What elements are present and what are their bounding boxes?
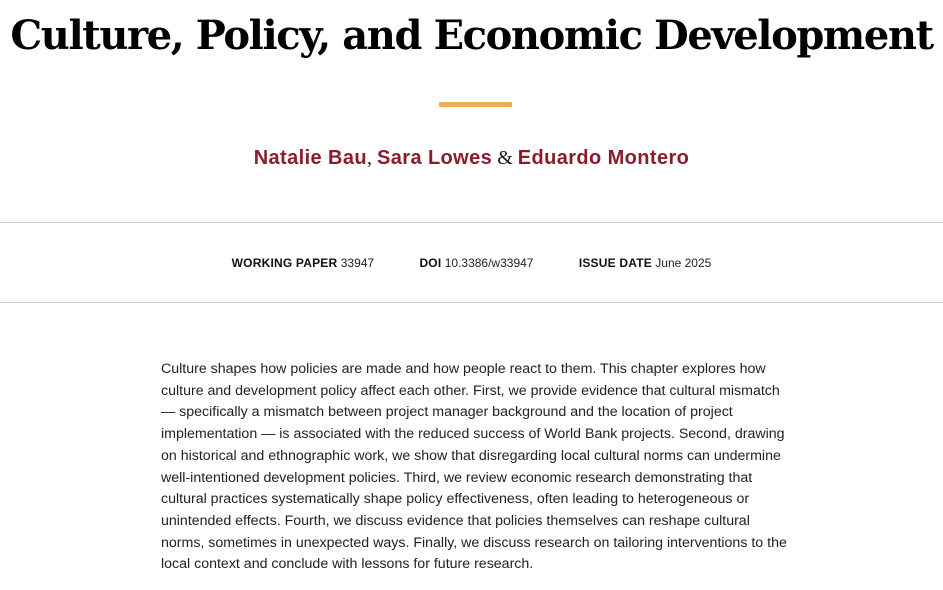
working-paper-number bbox=[232, 255, 374, 271]
paper-abstract: Culture shapes how policies are made and how people react to them. This chapter explores how culture and development policy affect each other. First, we provide evidence that cultural mismatch — specifically a mismatch between project manager background and the location of project implementation — is associated with the reduced success of World Bank projects. Second, drawing on historical and ethnographic work, we show that disregarding local cultural norms can undermine well-intentioned development policies. Third, we review economic research demonstrating that cultural practices systematically shape policy effectiveness, often leading to heterogeneous or unintended effects. Fourth, we discuss evidence that policies themselves can reshape cultural norms, sometimes in unexpected ways. Finally, we discuss research on tailoring interventions to the local context and conclude with lessons for future research. bbox=[161, 361, 787, 573]
paper-metadata-band bbox=[0, 222, 943, 303]
doi-value: 10.3386/w33947 bbox=[444, 256, 534, 270]
issue-date-value: June 2025 bbox=[655, 256, 712, 270]
doi bbox=[419, 255, 533, 271]
doi-label: DOI bbox=[419, 256, 442, 270]
issue-date bbox=[579, 255, 712, 271]
author-separator-comma: , bbox=[367, 147, 378, 169]
author-link-natalie-bau[interactable]: Natalie Bau bbox=[253, 147, 368, 169]
author-link-sara-lowes[interactable]: Sara Lowes bbox=[377, 147, 493, 169]
title-accent-rule bbox=[439, 102, 512, 107]
author-link-eduardo-montero[interactable]: Eduardo Montero bbox=[517, 147, 690, 169]
author-list bbox=[0, 144, 943, 172]
paper-metadata-row bbox=[0, 255, 943, 271]
paper-title: Culture, Policy, and Economic Development bbox=[10, 12, 933, 59]
author-separator-ampersand: & bbox=[492, 147, 518, 169]
working-paper-value: 33947 bbox=[340, 256, 375, 270]
issue-date-label: ISSUE DATE bbox=[578, 256, 652, 270]
working-paper-label: WORKING PAPER bbox=[231, 256, 338, 270]
